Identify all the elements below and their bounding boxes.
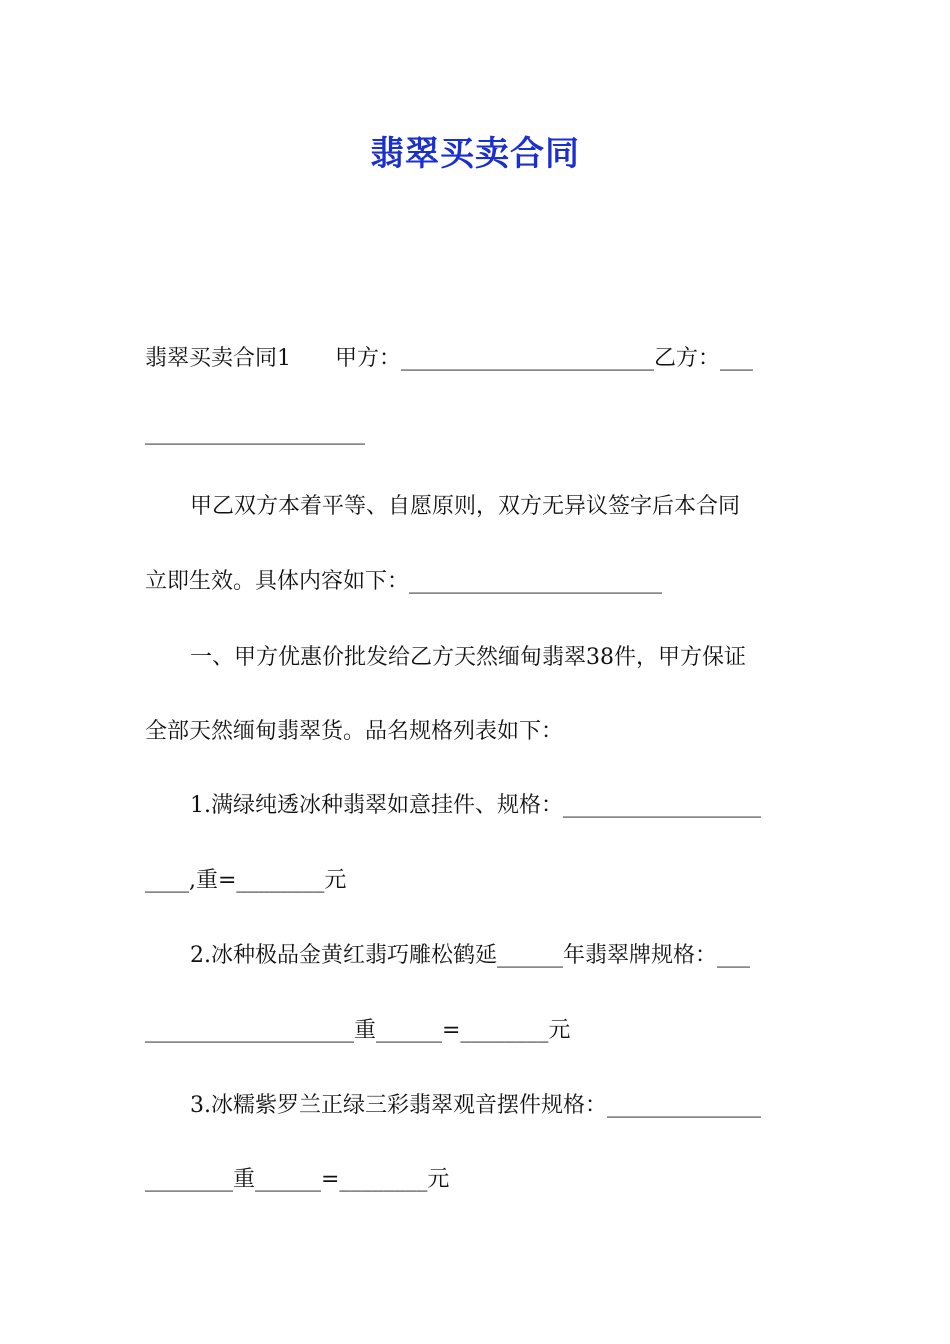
clause-one-line-1: 一、甲方优惠价批发给乙方天然缅甸翡翠38件，甲方保证 xyxy=(190,645,746,670)
clause-one-line-2: 全部天然缅甸翡翠货。品名规格列表如下： xyxy=(145,719,564,744)
paragraph-intro-line-1: 甲乙双方本着平等、自愿原则，双方无异议签字后本合同 xyxy=(190,494,741,519)
item-2-line-1: 2.冰种极品金黄红翡巧雕松鹤延______年翡翠牌规格：___ xyxy=(190,943,750,968)
document-title: 翡翠买卖合同 xyxy=(370,134,580,174)
paragraph-intro-line-2: 立即生效。具体内容如下：_______________________ xyxy=(145,569,663,594)
item-1-line-2: ____,重=________元 xyxy=(145,868,347,893)
item-1-line-1: 1.满绿纯透冰种翡翠如意挂件、规格：__________________ xyxy=(190,793,761,818)
item-2-line-2: ___________________重______=________元 xyxy=(145,1018,571,1043)
item-3-line-1: 3.冰糯紫罗兰正绿三彩翡翠观音摆件规格：______________ xyxy=(190,1093,761,1118)
party-b-blank-line: ____________________ xyxy=(145,420,365,445)
contract-header-line: 翡翠买卖合同1 甲方：_______________________乙方：___ xyxy=(145,346,753,371)
item-3-line-2: ________重______=________元 xyxy=(145,1167,450,1192)
